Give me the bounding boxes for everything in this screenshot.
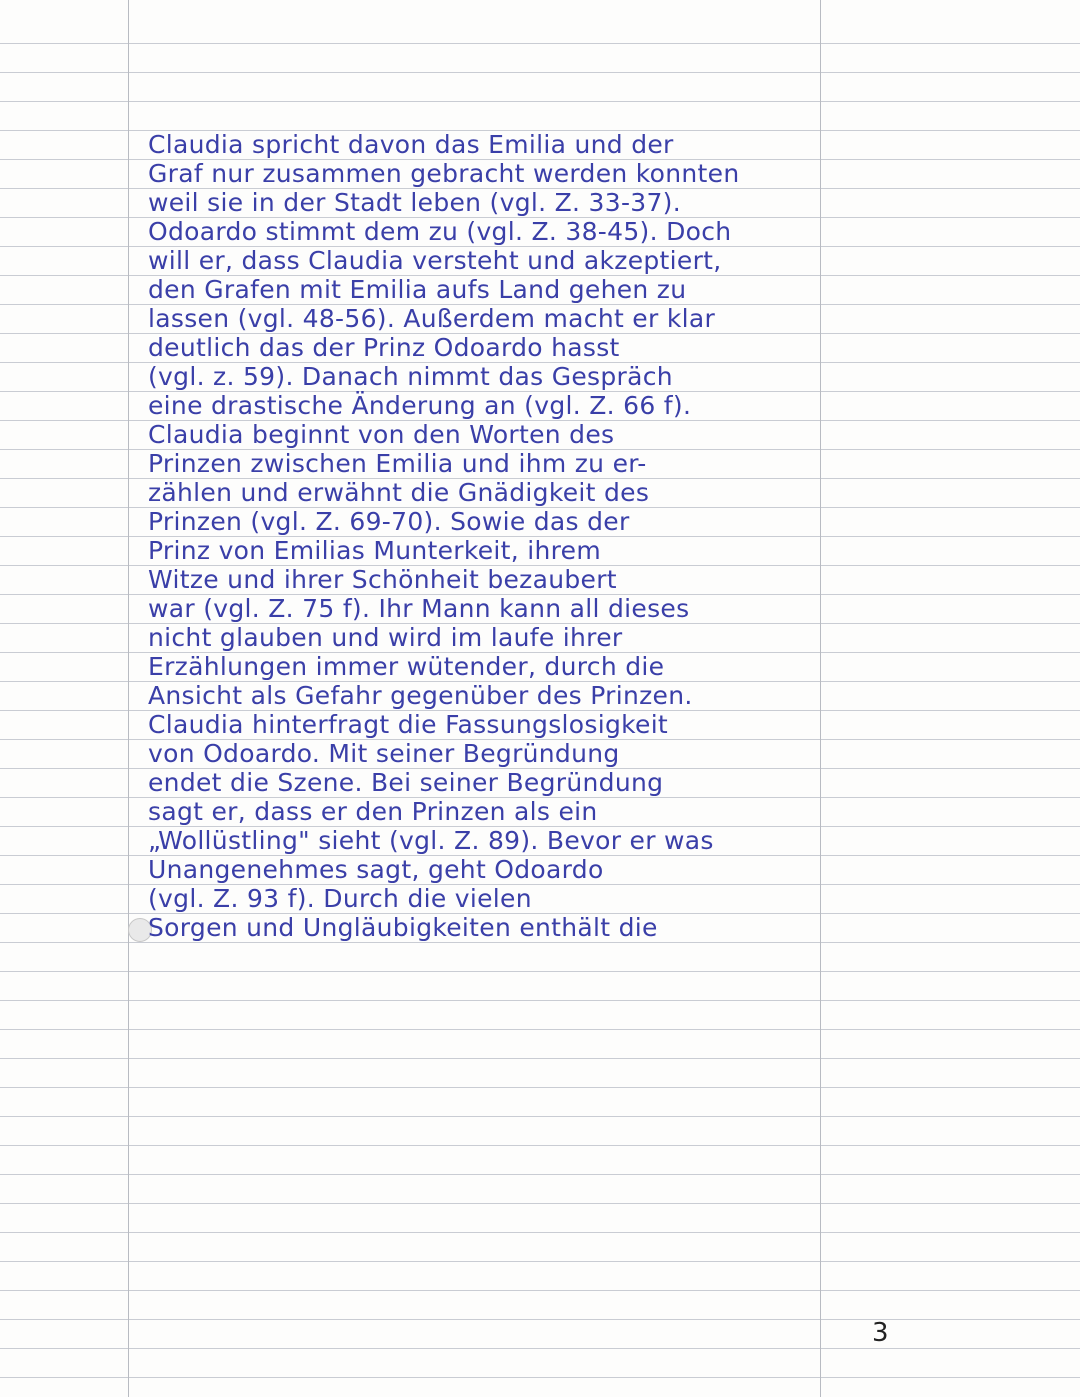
- ruled-line: [0, 1174, 1080, 1175]
- ruled-line: [0, 1029, 1080, 1030]
- text-line: Sorgen und Ungläubigkeiten enthält die: [148, 913, 658, 942]
- text-line: Prinzen zwischen Emilia und ihm zu er-: [148, 449, 647, 478]
- ruled-line: [0, 1203, 1080, 1204]
- ruled-line: [0, 1261, 1080, 1262]
- ruled-line: [0, 1319, 1080, 1320]
- text-line: sagt er, dass er den Prinzen als ein: [148, 797, 598, 826]
- text-line: Claudia spricht davon das Emilia und der: [148, 130, 674, 159]
- ruled-line: [0, 1377, 1080, 1378]
- text-line: nicht glauben und wird im laufe ihrer: [148, 623, 623, 652]
- text-line: (vgl. Z. 93 f). Durch die vielen: [148, 884, 532, 913]
- text-line: Prinz von Emilias Munterkeit, ihrem: [148, 536, 602, 565]
- ruled-line: [0, 101, 1080, 102]
- handwritten-text: [148, 130, 868, 942]
- text-line: endet die Szene. Bei seiner Begründung: [148, 768, 664, 797]
- text-line: Claudia hinterfragt die Fassungslosigkeit: [148, 710, 669, 739]
- text-line: zählen und erwähnt die Gnädigkeit des: [148, 478, 650, 507]
- ruled-line: [0, 72, 1080, 73]
- ruled-line: [0, 942, 1080, 943]
- ruled-line: [0, 1290, 1080, 1291]
- text-line: eine drastische Änderung an (vgl. Z. 66 f).: [148, 391, 692, 420]
- ruled-line: [0, 1116, 1080, 1117]
- ruled-line: [0, 1087, 1080, 1088]
- text-line: Graf nur zusammen gebracht werden konnten: [148, 159, 740, 188]
- text-line: Erzählungen immer wütender, durch die: [148, 652, 665, 681]
- text-line: (vgl. z. 59). Danach nimmt das Gespräch: [148, 362, 673, 391]
- ruled-line: [0, 1348, 1080, 1349]
- page-number: 3: [872, 1318, 889, 1348]
- text-line: lassen (vgl. 48-56). Außerdem macht er klar: [148, 304, 716, 333]
- left-margin-line: [128, 0, 129, 1397]
- text-line: Odoardo stimmt dem zu (vgl. Z. 38-45). Doch: [148, 217, 732, 246]
- ruled-line: [0, 1232, 1080, 1233]
- ruled-line: [0, 43, 1080, 44]
- text-line: deutlich das der Prinz Odoardo hasst: [148, 333, 620, 362]
- text-line: Unangenehmes sagt, geht Odoardo: [148, 855, 604, 884]
- text-line: weil sie in der Stadt leben (vgl. Z. 33-37).: [148, 188, 681, 217]
- ruled-line: [0, 1000, 1080, 1001]
- text-line: „Wollüstling" sieht (vgl. Z. 89). Bevor er was: [148, 826, 714, 855]
- text-line: will er, dass Claudia versteht und akzeptiert,: [148, 246, 722, 275]
- text-line: Ansicht als Gefahr gegenüber des Prinzen.: [148, 681, 693, 710]
- text-line: Prinzen (vgl. Z. 69-70). Sowie das der: [148, 507, 630, 536]
- text-line: war (vgl. Z. 75 f). Ihr Mann kann all dieses: [148, 594, 690, 623]
- ruled-line: [0, 971, 1080, 972]
- text-line: von Odoardo. Mit seiner Begründung: [148, 739, 620, 768]
- text-line: Claudia beginnt von den Worten des: [148, 420, 615, 449]
- text-line: Witze und ihrer Schönheit bezaubert: [148, 565, 617, 594]
- ruled-line: [0, 1058, 1080, 1059]
- ruled-line: [0, 1145, 1080, 1146]
- text-line: den Grafen mit Emilia aufs Land gehen zu: [148, 275, 687, 304]
